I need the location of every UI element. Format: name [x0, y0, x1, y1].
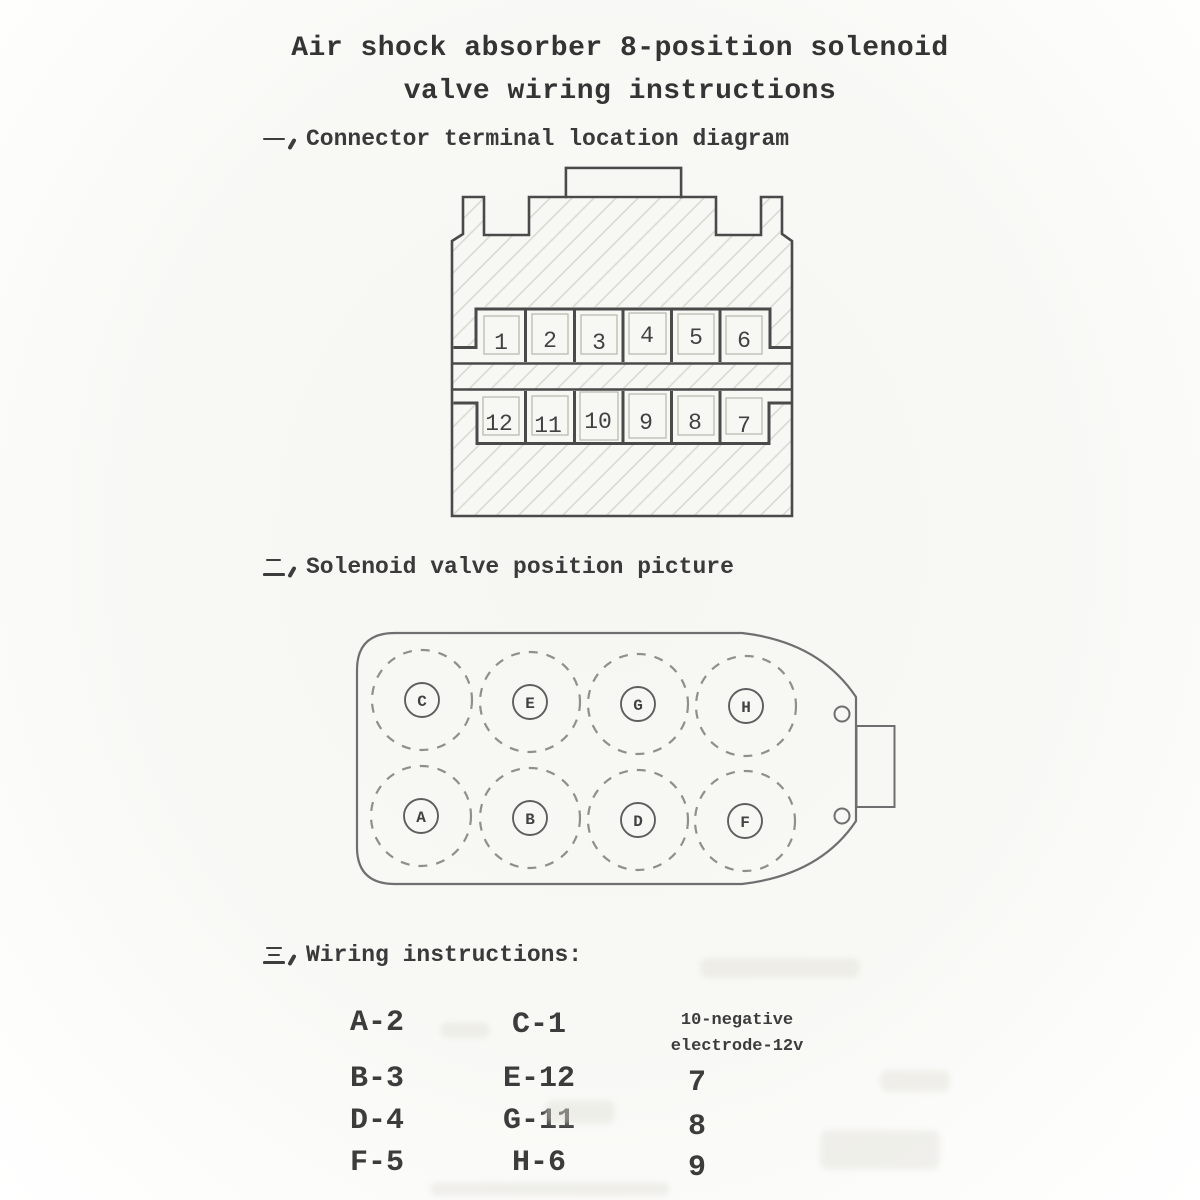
wiring-note-negative-electrode	[671, 1008, 804, 1059]
section-label: Connector terminal location diagram	[306, 126, 790, 152]
valve-F: F	[740, 814, 750, 832]
cjk-comma-mark	[287, 566, 296, 578]
wiring-pair-B3: B-3	[349, 1062, 405, 1096]
terminal-6: 6	[737, 328, 751, 354]
wiring-pair-E12: E-12	[502, 1062, 576, 1096]
bleed-through-smudge	[545, 1100, 615, 1124]
terminal-1: 1	[494, 330, 508, 356]
section-label: Wiring instructions:	[306, 942, 583, 968]
valve-E: E	[525, 695, 535, 713]
cjk-numeral-two	[262, 559, 285, 576]
valve-D: D	[633, 813, 643, 831]
valve-H: H	[741, 699, 751, 717]
wiring-pair-G11: G-11	[502, 1104, 576, 1138]
mount-hole-bottom	[835, 809, 850, 824]
terminal-7: 7	[737, 413, 751, 439]
terminal-3: 3	[592, 330, 606, 356]
cjk-numeral-three	[262, 947, 285, 964]
valve-C: C	[417, 693, 427, 711]
valve-B: B	[525, 811, 535, 829]
terminal-9: 9	[639, 410, 653, 436]
valve-G: G	[633, 697, 643, 715]
wiring-pair-F5: F-5	[349, 1146, 405, 1180]
cjk-comma-mark	[287, 138, 296, 150]
section-heading-solenoid	[262, 554, 734, 580]
valve-dashed-circles	[371, 650, 796, 871]
bleed-through-smudge	[440, 1022, 490, 1038]
terminal-2: 2	[543, 328, 557, 354]
wiring-pin-8: 8	[687, 1110, 707, 1144]
valve-letters	[416, 693, 751, 832]
terminal-10: 10	[584, 409, 612, 435]
terminal-5: 5	[689, 325, 703, 351]
connector-terminal-diagram	[440, 150, 810, 535]
wiring-pair-A2: A-2	[349, 1006, 405, 1040]
solenoid-right-tab	[857, 726, 895, 807]
bleed-through-smudge	[700, 958, 860, 978]
terminal-11: 11	[534, 413, 562, 439]
page-title-line1: Air shock absorber 8-position solenoid	[291, 33, 949, 64]
page-title-line2: valve wiring instructions	[403, 76, 837, 107]
wiring-note-line1: 10-negative	[680, 1011, 794, 1030]
section-heading-wiring	[262, 942, 582, 968]
wiring-pin-7: 7	[687, 1066, 707, 1100]
bleed-through-smudge	[820, 1130, 940, 1170]
wiring-note-line2: electrode-12v	[670, 1036, 804, 1056]
wiring-pair-D4: D-4	[349, 1104, 405, 1138]
cjk-numeral-one	[262, 131, 285, 148]
valve-inner-circles	[404, 683, 763, 838]
terminal-4: 4	[640, 323, 654, 349]
terminal-8: 8	[688, 410, 702, 436]
wiring-pair-C1: C-1	[511, 1008, 567, 1042]
bleed-through-smudge	[880, 1070, 950, 1092]
wiring-pair-H6: H-6	[511, 1146, 567, 1180]
valve-A: A	[416, 809, 426, 827]
connector-top-tab	[566, 168, 681, 197]
wiring-pin-9: 9	[687, 1151, 707, 1185]
solenoid-valve-diagram	[330, 608, 920, 908]
section-heading-connector	[262, 126, 789, 152]
section-label: Solenoid valve position picture	[306, 554, 734, 580]
mount-hole-top	[835, 707, 850, 722]
cjk-comma-mark	[287, 954, 296, 966]
bleed-through-smudge	[430, 1182, 670, 1196]
terminal-12: 12	[485, 411, 513, 437]
